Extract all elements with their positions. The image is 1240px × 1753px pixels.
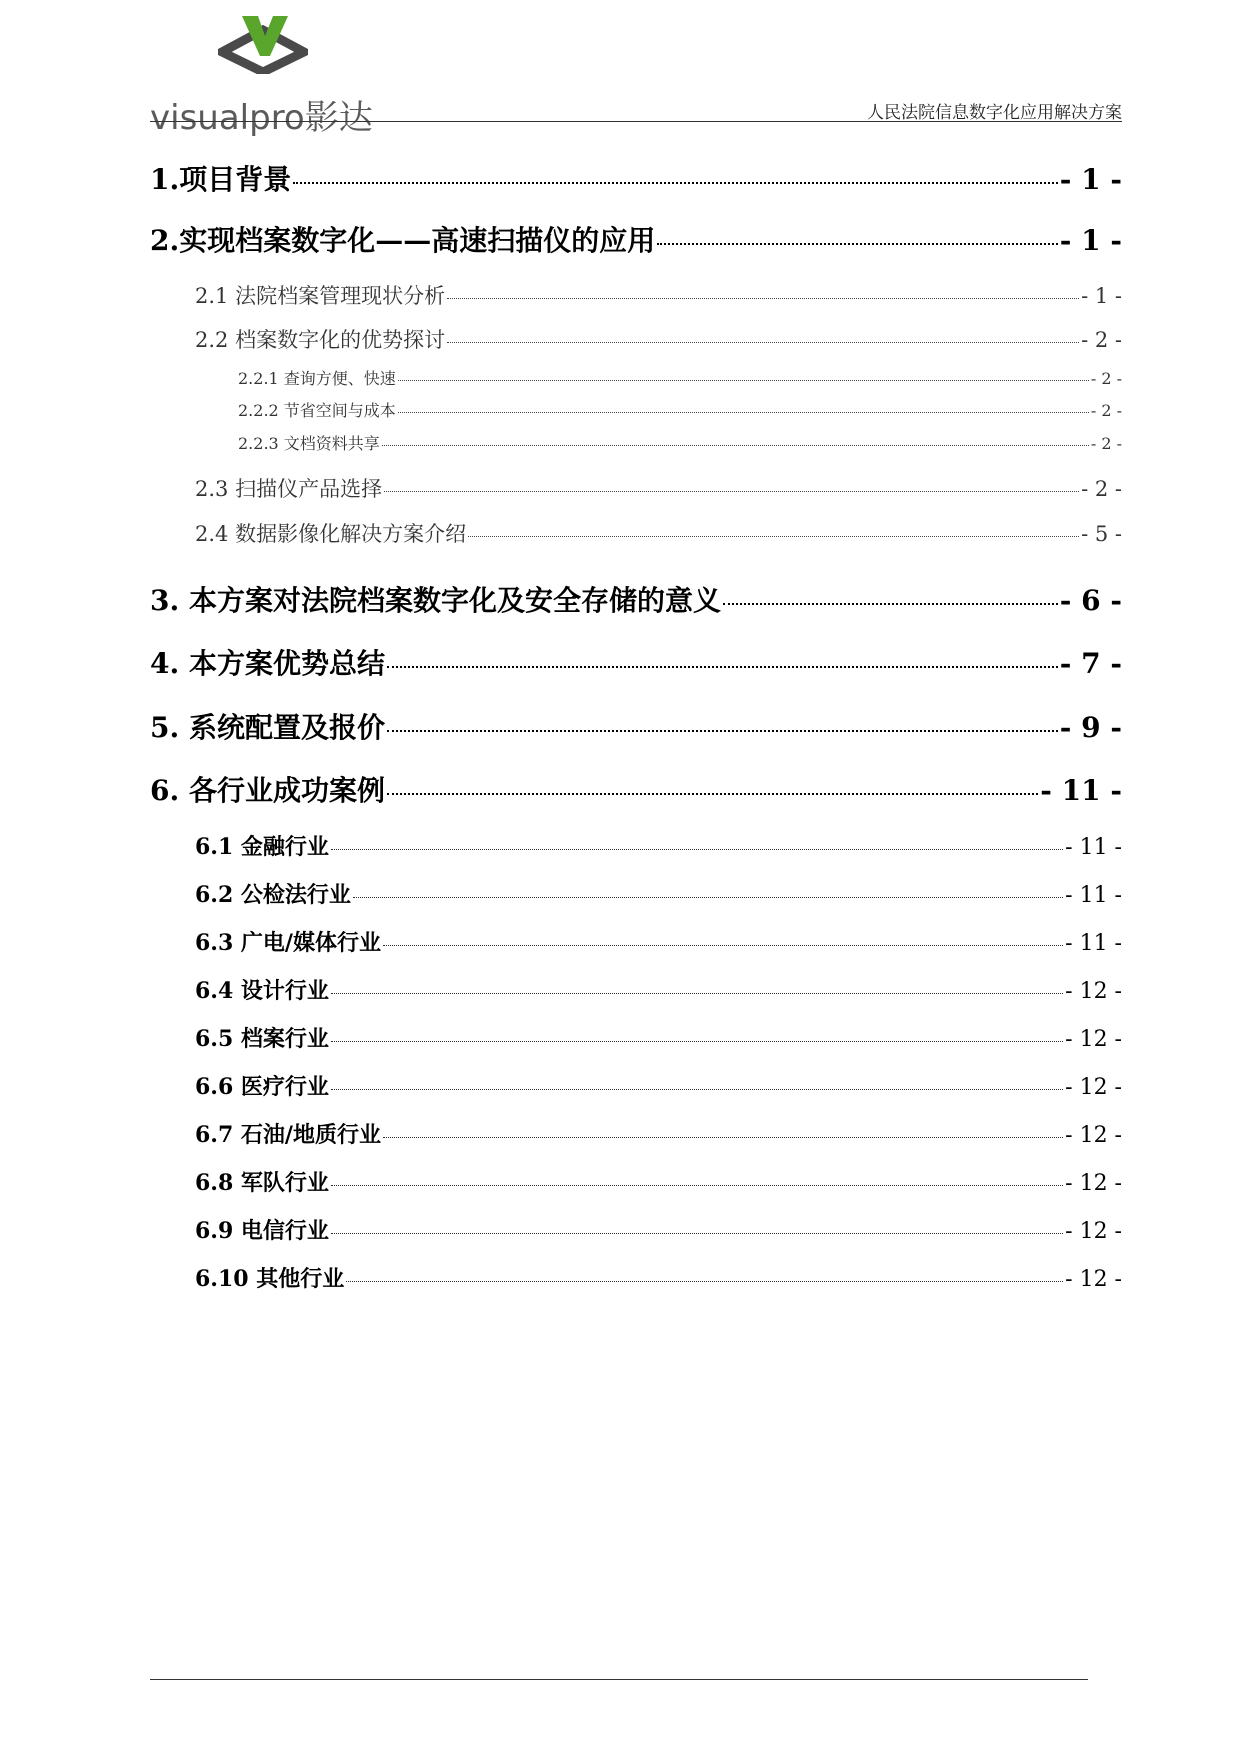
toc-page-number: - 2 - xyxy=(1090,434,1122,453)
logo-wordmark: visualpro影达 xyxy=(150,98,373,138)
header-divider xyxy=(150,121,1122,122)
toc-entry[interactable] xyxy=(195,1022,1122,1053)
toc-entry[interactable] xyxy=(195,1166,1122,1197)
toc-entry[interactable] xyxy=(195,830,1122,861)
toc-page-number: - 1 - xyxy=(1059,163,1122,196)
visualpro-logo-icon xyxy=(218,14,308,74)
toc-entry-title: 6.7 石油/地质行业 xyxy=(195,1122,381,1148)
toc-entry[interactable] xyxy=(195,1262,1122,1293)
toc-entry[interactable] xyxy=(238,431,1122,454)
toc-page-number: - 5 - xyxy=(1081,522,1122,546)
toc-dot-leader xyxy=(447,298,1079,299)
toc-entry-title: 6.10 其他行业 xyxy=(195,1266,345,1292)
toc-entry-title: 6.5 档案行业 xyxy=(195,1026,329,1052)
toc-entry-title: 6.2 公检法行业 xyxy=(195,882,351,908)
toc-entry[interactable] xyxy=(195,1070,1122,1101)
toc-dot-leader xyxy=(398,380,1089,381)
toc-page-number: - 2 - xyxy=(1090,401,1122,420)
toc-page-number: - 12 - xyxy=(1065,1267,1122,1292)
toc-dot-leader xyxy=(383,945,1063,946)
toc-page-number: - 12 - xyxy=(1065,1219,1122,1244)
toc-page-number: - 11 - xyxy=(1040,774,1122,807)
toc-page-number: - 2 - xyxy=(1090,369,1122,388)
toc-dot-leader xyxy=(346,1281,1063,1282)
toc-dot-leader xyxy=(384,491,1079,492)
toc-dot-leader xyxy=(387,666,1058,668)
toc-entry[interactable] xyxy=(195,1214,1122,1245)
toc-dot-leader xyxy=(447,342,1079,343)
toc-entry-title: 1.项目背景 xyxy=(150,163,292,196)
toc-entry-title: 2.3 扫描仪产品选择 xyxy=(195,477,383,501)
toc-entry-title: 2.4 数据影像化解决方案介绍 xyxy=(195,522,467,546)
toc-dot-leader xyxy=(331,1041,1063,1042)
toc-page-number: - 6 - xyxy=(1059,584,1122,617)
toc-dot-leader xyxy=(331,1089,1063,1090)
toc-page-number: - 2 - xyxy=(1081,477,1122,501)
toc-entry-title: 6. 各行业成功案例 xyxy=(150,774,385,807)
toc-entry-title: 6.3 广电/媒体行业 xyxy=(195,930,381,956)
toc-page-number: - 9 - xyxy=(1059,711,1122,744)
company-logo xyxy=(150,14,380,138)
document-title: 人民法院信息数字化应用解决方案 xyxy=(867,103,1122,123)
toc-page-number: - 11 - xyxy=(1065,883,1122,908)
toc-dot-leader xyxy=(331,849,1063,850)
toc-entry[interactable] xyxy=(195,324,1122,354)
toc-dot-leader xyxy=(382,445,1089,446)
toc-entry[interactable] xyxy=(195,473,1122,503)
toc-entry-title: 6.9 电信行业 xyxy=(195,1218,329,1244)
toc-entry-title: 5. 系统配置及报价 xyxy=(150,711,385,744)
footer-divider xyxy=(150,1679,1088,1680)
toc-page-number: - 12 - xyxy=(1065,1171,1122,1196)
toc-entry-title: 2.2.1 查询方便、快速 xyxy=(238,369,396,388)
toc-page-number: - 1 - xyxy=(1081,284,1122,308)
toc-page-number: - 1 - xyxy=(1059,224,1122,257)
toc-page-number: - 11 - xyxy=(1065,835,1122,860)
toc-entry-title: 6.8 军队行业 xyxy=(195,1170,329,1196)
toc-dot-leader xyxy=(387,793,1038,795)
toc-dot-leader xyxy=(331,1185,1063,1186)
toc-entry[interactable] xyxy=(195,280,1122,310)
toc-dot-leader xyxy=(657,243,1058,245)
toc-entry[interactable] xyxy=(150,158,1122,198)
toc-entry[interactable] xyxy=(195,518,1122,548)
toc-dot-leader xyxy=(468,536,1079,537)
toc-entry[interactable] xyxy=(195,1118,1122,1149)
toc-page-number: - 7 - xyxy=(1059,647,1122,680)
toc-entry[interactable] xyxy=(238,366,1122,389)
toc-entry-title: 2.实现档案数字化——高速扫描仪的应用 xyxy=(150,224,656,257)
toc-page-number: - 12 - xyxy=(1065,1123,1122,1148)
toc-entry-title: 6.6 医疗行业 xyxy=(195,1074,329,1100)
toc-entry[interactable] xyxy=(150,219,1122,259)
toc-entry[interactable] xyxy=(238,398,1122,421)
toc-page-number: - 2 - xyxy=(1081,328,1122,352)
toc-dot-leader xyxy=(387,730,1058,732)
toc-dot-leader xyxy=(331,1233,1063,1234)
toc-dot-leader xyxy=(353,897,1063,898)
toc-dot-leader xyxy=(723,603,1058,605)
toc-dot-leader xyxy=(331,993,1063,994)
toc-entry[interactable] xyxy=(195,878,1122,909)
toc-page-number: - 12 - xyxy=(1065,1075,1122,1100)
toc-entry-title: 2.1 法院档案管理现状分析 xyxy=(195,284,446,308)
toc-entry[interactable] xyxy=(150,642,1122,682)
toc-entry[interactable] xyxy=(195,974,1122,1005)
toc-page-number: - 12 - xyxy=(1065,1027,1122,1052)
toc-entry-title: 2.2.2 节省空间与成本 xyxy=(238,401,396,420)
toc-dot-leader xyxy=(383,1137,1063,1138)
toc-entry-title: 4. 本方案优势总结 xyxy=(150,647,385,680)
toc-page-number: - 12 - xyxy=(1065,979,1122,1004)
toc-entry-title: 6.4 设计行业 xyxy=(195,978,329,1004)
toc-entry[interactable] xyxy=(150,706,1122,746)
toc-entry-title: 6.1 金融行业 xyxy=(195,834,329,860)
toc-entry-title: 3. 本方案对法院档案数字化及安全存储的意义 xyxy=(150,584,721,617)
toc-entry[interactable] xyxy=(195,926,1122,957)
toc-entry[interactable] xyxy=(150,579,1122,619)
toc-entry-title: 2.2.3 文档资料共享 xyxy=(238,434,380,453)
toc-page-number: - 11 - xyxy=(1065,931,1122,956)
toc-dot-leader xyxy=(398,412,1089,413)
toc-dot-leader xyxy=(293,182,1058,184)
toc-entry-title: 2.2 档案数字化的优势探讨 xyxy=(195,328,446,352)
toc-entry[interactable] xyxy=(150,769,1122,809)
